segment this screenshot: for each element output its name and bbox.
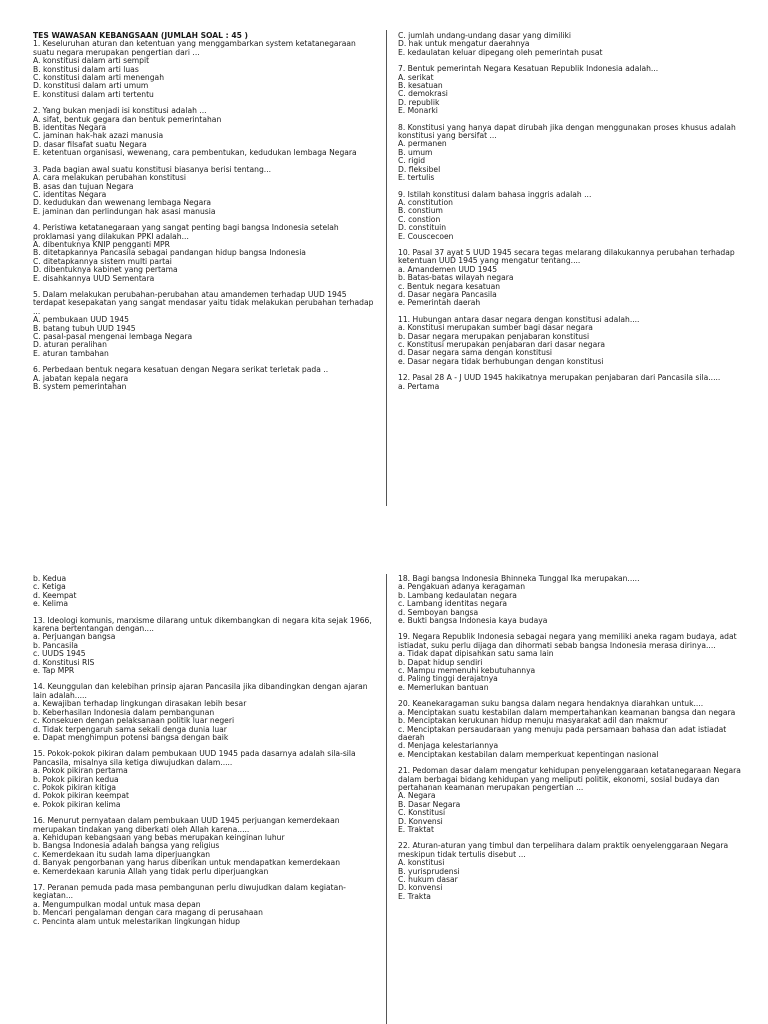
page2-left-column bbox=[33, 575, 378, 934]
answer-option: D. kedudukan dan wewenang lembaga Negara bbox=[33, 198, 212, 208]
answer-option: E. kedaulatan keluar dipegang oleh pemerintah pusat bbox=[398, 47, 603, 57]
question-text: 6. Perbedaan bentuk negara kesatuan dengan Negara serikat terletak pada .. bbox=[33, 365, 329, 375]
answer-option: a. Kehidupan kebangsaan yang bebas merupakan keinginan luhur bbox=[33, 832, 285, 842]
answer-option: d. Pokok pikiran keempat bbox=[33, 791, 129, 801]
answer-option: b. Dapat hidup sendiri bbox=[398, 657, 483, 667]
answer-option: E. jaminan dan perlindungan hak asasi manusia bbox=[33, 206, 216, 216]
question bbox=[33, 884, 378, 926]
document-page-2 bbox=[0, 512, 768, 1024]
question-text: 21. Pedoman dasar dalam mengatur kehidupan penyelenggaraan ketatanegaraan Negara dalam berbagai bidang kehidupan yang meliputi politik, ekonomi, sosial budaya dan pertahanan keamanan merupakan pengertian ... bbox=[398, 766, 741, 792]
answer-option: D. Konvensi bbox=[398, 816, 443, 826]
question-text: 3. Pada bagian awal suatu konstitusi biasanya berisi tentang... bbox=[33, 164, 272, 174]
answer-option: b. Mencari pengalaman dengan cara magang di perusahaan bbox=[33, 908, 263, 918]
answer-option: D. hak untuk mengatur daerahnya bbox=[398, 39, 530, 49]
answer-option: e. Bukti bangsa Indonesia kaya budaya bbox=[398, 616, 548, 626]
answer-option: C. jaminan hak-hak azazi manusia bbox=[33, 131, 164, 141]
answer-option: e. Dapat menghimpun potensi bangsa dengan baik bbox=[33, 732, 229, 742]
answer-option: A. konstitusi dalam arti sempit bbox=[33, 56, 150, 66]
question bbox=[398, 575, 743, 625]
continued-options bbox=[398, 32, 743, 57]
answer-option: C. ditetapkannya sistem multi partai bbox=[33, 256, 172, 266]
question bbox=[33, 366, 378, 391]
answer-option: d. Dasar negara Pancasila bbox=[398, 289, 497, 299]
question-text: 9. Istilah konstitusi dalam bahasa inggris adalah ... bbox=[398, 189, 592, 199]
answer-option: D. dasar filsafat suatu Negara bbox=[33, 139, 147, 149]
answer-option: c. Menciptakan persaudaraan yang menuju pada persamaan bahasa dan adat istiadat daerah bbox=[398, 724, 727, 742]
answer-option: E. konstitusi dalam arti tertentu bbox=[33, 89, 154, 99]
answer-option: D. konvensi bbox=[398, 883, 443, 893]
question-list bbox=[33, 40, 378, 391]
answer-option: c. Konsekuen dengan pelaksanaan politik luar negeri bbox=[33, 716, 235, 726]
answer-option: a. Perjuangan bangsa bbox=[33, 632, 116, 642]
answer-option: C. konstitusi dalam arti menengah bbox=[33, 73, 165, 83]
question-text: 8. Konstitusi yang hanya dapat dirubah jika dengan menggunakan proses khusus adalah konstitusi yang bersifat ... bbox=[398, 122, 736, 141]
answer-option: C. Konstitusi bbox=[398, 808, 446, 818]
answer-option: a. Tidak dapat dipisahkan satu sama lain bbox=[398, 649, 554, 659]
question-text: 22. Aturan-aturan yang timbul dan terpelihara dalam praktik oenyelenggaraan Negara meskipun tidak tertulis disebut ... bbox=[398, 841, 729, 859]
answer-option: b. Kedua bbox=[33, 574, 67, 583]
answer-option: c. Kemerdekaan itu sudah lama diperjuangkan bbox=[33, 849, 211, 859]
question-list bbox=[398, 65, 743, 391]
answer-option: A. pembukaan UUD 1945 bbox=[33, 315, 129, 325]
question bbox=[398, 842, 743, 901]
answer-option: B. ditetapkannya Pancasila sebagai pandangan hidup bangsa Indonesia bbox=[33, 248, 306, 258]
question-text: 5. Dalam melakukan perubahan-perubahan atau amandemen terhadap UUD 1945 terdapat kesepakatan yang sangat mendasar yaitu tidak melakukan perubahan terhadap ... bbox=[33, 289, 374, 316]
question-text: 11. Hubungan antara dasar negara dengan konstitusi adalah.... bbox=[398, 314, 640, 324]
answer-option: B. konstitusi dalam arti luas bbox=[33, 64, 139, 74]
page2-right-column bbox=[398, 575, 743, 909]
question-text: 19. Negara Republik Indonesia sebagai negara yang memiliki aneka ragam budaya, adat istiadat, suku perlu dijaga dan dihormati sebab bangsa Indonesia merasa dirinya.... bbox=[398, 632, 737, 650]
answer-option: E. tertulis bbox=[398, 173, 435, 183]
answer-option: C. jumlah undang-undang dasar yang dimiliki bbox=[398, 31, 572, 40]
question bbox=[398, 191, 743, 241]
answer-option: a. Kewajiban terhadap lingkungan dirasakan lebih besar bbox=[33, 699, 247, 709]
answer-option: B. system pemerintahan bbox=[33, 382, 127, 392]
answer-option: a. Pengakuan adanya keragaman bbox=[398, 582, 526, 592]
question bbox=[33, 617, 378, 676]
answer-option: D. konstitusi dalam arti umum bbox=[33, 81, 149, 91]
question-text: 7. Bentuk pemerintah Negara Kesatuan Republik Indonesia adalah... bbox=[398, 64, 659, 74]
answer-option: A. constitution bbox=[398, 197, 453, 207]
answer-option: D. dibentuknya kabinet yang pertama bbox=[33, 265, 178, 275]
answer-option: d. Paling tinggi derajatnya bbox=[398, 674, 498, 684]
answer-option: E. Traktat bbox=[398, 824, 434, 834]
answer-option: b. Bangsa Indonesia adalah bangsa yang religius bbox=[33, 841, 220, 851]
answer-option: B. constium bbox=[398, 206, 443, 216]
answer-option: c. Lambang identitas negara bbox=[398, 599, 508, 609]
answer-option: A. dibentuknya KNIP pengganti MPR bbox=[33, 239, 170, 249]
question-text: 18. Bagi bangsa Indonesia Bhinneka Tunggal Ika merupakan..... bbox=[398, 574, 640, 583]
answer-option: e. Tap MPR bbox=[33, 666, 75, 676]
answer-option: C. identitas Negara bbox=[33, 189, 107, 199]
answer-option: E. Monarki bbox=[398, 106, 438, 116]
answer-option: C. demokrasi bbox=[398, 89, 448, 99]
answer-option: A. sifat, bentuk gegara dan bentuk pemerintahan bbox=[33, 114, 222, 124]
question-text: 14. Keunggulan dan kelebihan prinsip ajaran Pancasila jika dibandingkan dengan ajaran lain adalah..... bbox=[33, 682, 368, 700]
continued-options bbox=[33, 575, 378, 609]
question bbox=[398, 249, 743, 308]
answer-option: A. permanen bbox=[398, 139, 447, 149]
question-list bbox=[398, 575, 743, 901]
answer-option: E. disahkannya UUD Sementara bbox=[33, 273, 155, 283]
question bbox=[398, 316, 743, 366]
question-text: 4. Peristiwa ketatanegaraan yang sangat penting bagi bangsa Indonesia setelah proklamasi yang dilakukan PPKI adalah... bbox=[33, 223, 339, 241]
question bbox=[398, 124, 743, 183]
answer-option: E. Couscecoen bbox=[398, 231, 454, 241]
question bbox=[33, 166, 378, 216]
answer-option: d. Keempat bbox=[33, 590, 77, 600]
question-text: 20. Keanekaragaman suku bangsa dalam negara hendaknya diarahkan untuk.... bbox=[398, 699, 704, 709]
answer-option: B. umum bbox=[398, 147, 433, 157]
answer-option: c. UUDS 1945 bbox=[33, 649, 86, 659]
question bbox=[398, 65, 743, 115]
question bbox=[33, 750, 378, 809]
answer-option: D. constituin bbox=[398, 223, 447, 233]
question bbox=[398, 633, 743, 692]
answer-option: E. ketentuan organisasi, wewenang, cara pembentukan, kedudukan lembaga Negara bbox=[33, 148, 357, 158]
question bbox=[33, 224, 378, 283]
answer-option: e. Kemerdekaan karunia Allah yang tidak perlu diperjuangkan bbox=[33, 866, 269, 876]
question bbox=[398, 700, 743, 759]
answer-option: A. serikat bbox=[398, 72, 434, 82]
answer-option: B. yurisprudensi bbox=[398, 866, 460, 876]
question bbox=[33, 107, 378, 157]
answer-option: D. republik bbox=[398, 97, 440, 107]
answer-option: a. Amandemen UUD 1945 bbox=[398, 264, 498, 274]
answer-option: A. konstitusi bbox=[398, 858, 445, 868]
answer-option: d. Tidak terpengaruh sama sekali denga dunia luar bbox=[33, 724, 227, 734]
column-divider bbox=[386, 30, 387, 506]
answer-option: d. Dasar negara sama dengan konstitusi bbox=[398, 348, 553, 358]
answer-option: C. hukum dasar bbox=[398, 875, 458, 884]
answer-option: B. batang tubuh UUD 1945 bbox=[33, 323, 136, 333]
answer-option: C. constion bbox=[398, 214, 441, 224]
answer-option: E. aturan tambahan bbox=[33, 348, 109, 358]
answer-option: B. kesatuan bbox=[398, 81, 443, 91]
answer-option: C. rigid bbox=[398, 156, 426, 166]
answer-option: d. Banyak pengorbanan yang harus diberikan untuk mendapatkan kemerdekaan bbox=[33, 858, 341, 868]
question bbox=[398, 767, 743, 834]
question bbox=[398, 374, 743, 391]
answer-option: c. Bentuk negara kesatuan bbox=[398, 281, 501, 291]
question-text: 10. Pasal 37 ayat 5 UUD 1945 secara tegas melarang dilakukannya perubahan terhadap ketentuan UUD 1945 yang mengatur tentang.... bbox=[398, 247, 735, 266]
answer-option: D. aturan peralihan bbox=[33, 340, 107, 350]
answer-option: a. Konstitusi merupakan sumber bagi dasar negara bbox=[398, 323, 593, 333]
answer-option: B. identitas Negara bbox=[33, 123, 107, 133]
answer-option: E. Trakta bbox=[398, 891, 431, 901]
page1-right-column bbox=[398, 32, 743, 399]
answer-option: A. jabatan kepala negara bbox=[33, 373, 129, 383]
answer-option: e. Memerlukan bantuan bbox=[398, 682, 489, 692]
answer-option: d. Semboyan bangsa bbox=[398, 607, 479, 617]
answer-option: b. Batas-batas wilayah negara bbox=[398, 273, 514, 283]
answer-option: e. Menciptakan kestabilan dalam memperkuat kepentingan nasional bbox=[398, 749, 659, 759]
answer-option: d. Konstitusi RIS bbox=[33, 657, 95, 667]
answer-option: a. Mengumpulkan modal untuk masa depan bbox=[33, 899, 201, 909]
answer-option: a. Menciptakan suatu kestabilan dalam mempertahankan keamanan bangsa dan negara bbox=[398, 707, 736, 717]
question-list bbox=[33, 617, 378, 926]
answer-option: D. fleksibel bbox=[398, 164, 441, 174]
answer-option: c. Mampu memenuhi kebutuhannya bbox=[398, 666, 536, 676]
question-text: 12. Pasal 28 A - J UUD 1945 hakikatnya merupakan penjabaran dari Pancasila sila..... bbox=[398, 373, 721, 383]
question bbox=[33, 683, 378, 742]
answer-option: b. Lambang kedaulatan negara bbox=[398, 590, 517, 600]
answer-option: C. pasal-pasal mengenai lembaga Negara bbox=[33, 332, 193, 341]
answer-option: c. Konstitusi merupakan penjabaran dari dasar negara bbox=[398, 340, 606, 349]
answer-option: a. Pokok pikiran pertama bbox=[33, 766, 128, 776]
answer-option: A. cara melakukan perubahan konstitusi bbox=[33, 173, 186, 183]
answer-option: B. asas dan tujuan Negara bbox=[33, 181, 134, 191]
question-text: 2. Yang bukan menjadi isi konstitusi adalah ... bbox=[33, 106, 207, 116]
question-text: 17. Peranan pemuda pada masa pembangunan perlu diwujudkan dalam kegiatan-kegiatan... bbox=[33, 883, 346, 901]
answer-option: c. Ketiga bbox=[33, 582, 66, 592]
answer-option: b. Dasar negara merupakan penjabaran konstitusi bbox=[398, 331, 590, 341]
question-text: 13. Ideologi komunis, marxisme dilarang untuk dikembangkan di negara kita sejak 1966, karena bertentangan dengan.... bbox=[33, 615, 372, 634]
answer-option: A. Negara bbox=[398, 791, 436, 801]
answer-option: a. Pertama bbox=[398, 381, 440, 391]
answer-option: b. Pokok pikiran kedua bbox=[33, 774, 119, 784]
question-text: 1. Keseluruhan aturan dan ketentuan yang menggambarkan system ketatanegaraan suatu negara merupakan pengertian dari ... bbox=[33, 39, 356, 57]
answer-option: c. Pokok pikiran kitiga bbox=[33, 782, 117, 792]
answer-option: b. Menciptakan kerukunan hidup menuju masyarakat adil dan makmur bbox=[398, 716, 668, 726]
question bbox=[33, 40, 378, 99]
answer-option: d. Menjaga kelestariannya bbox=[398, 741, 499, 751]
question bbox=[33, 817, 378, 876]
answer-option: e. Kelima bbox=[33, 599, 69, 609]
answer-option: e. Dasar negara tidak berhubungan dengan konstitusi bbox=[398, 356, 604, 366]
answer-option: e. Pokok pikiran kelima bbox=[33, 799, 121, 809]
answer-option: b. Pancasila bbox=[33, 640, 79, 650]
test-title: TES WAWASAN KEBANGSAAN (JUMLAH SOAL : 45 ) bbox=[33, 31, 249, 40]
column-divider bbox=[386, 574, 387, 1024]
answer-option: B. Dasar Negara bbox=[398, 799, 461, 809]
answer-option: b. Keberhasilan Indonesia dalam pembangunan bbox=[33, 707, 215, 717]
question-text: 15. Pokok-pokok pikiran dalam pembukaan UUD 1945 pada dasarnya adalah sila-sila Pancasila, misalnya sila ketiga diwujudkan dalam..... bbox=[33, 749, 356, 767]
answer-option: e. Pemerintah daerah bbox=[398, 298, 481, 308]
answer-option: c. Pencinta alam untuk melestarikan lingkungan hidup bbox=[33, 916, 240, 926]
question-text: 16. Menurut pernyataan dalam pembukaan UUD 1945 perjuangan kemerdekaan merupakan tindakan yang diberkati oleh Allah karena..... bbox=[33, 816, 340, 834]
page1-left-column bbox=[33, 32, 378, 399]
question bbox=[33, 291, 378, 358]
